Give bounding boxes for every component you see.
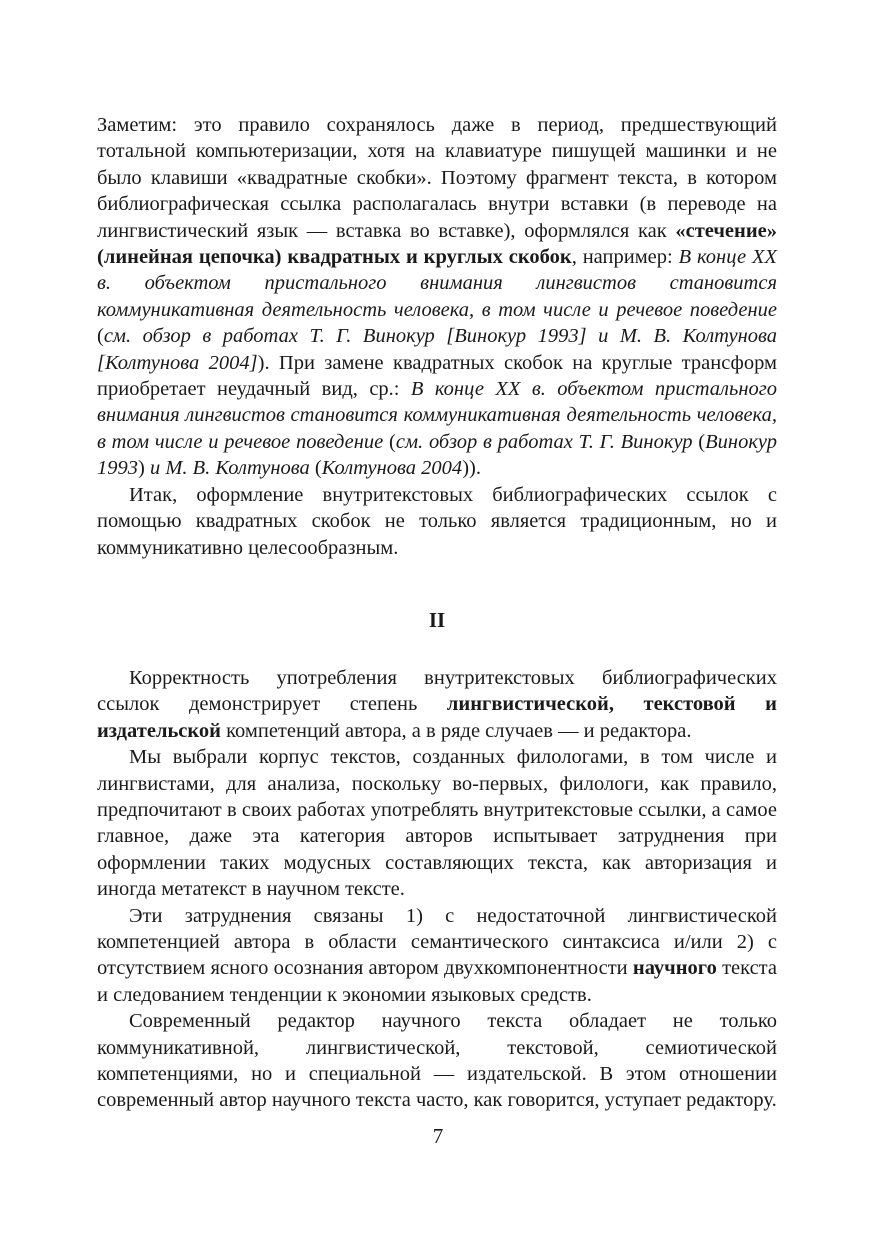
- paragraph-1-text-6: (: [692, 430, 706, 453]
- paragraph-1-italic-5: Винокур 1993: [97, 430, 778, 480]
- paragraph-1-italic-7: Колтунова 2004: [321, 457, 463, 480]
- paragraph-1-italic-2: см. обзор в работах Т. Г. Винокур [Винокур 1993] и М. В. Колтунова [Колтунова 2004]: [97, 325, 777, 374]
- paragraph-1-text-4: ). При замене квадратных скобок на круглые трансформ приобретает неудачный вид, ср.:: [97, 351, 777, 401]
- page-body: [97, 112, 777, 1114]
- page-number: 7: [432, 1124, 444, 1148]
- paragraph-1-italic-6: и М. В. Колтунова: [149, 457, 310, 480]
- paragraph-1-text-9: )).: [462, 457, 481, 480]
- paragraph-3-text-1: Корректность употребления внутритекстовых библиографических ссылок демонстрирует степень: [97, 666, 777, 716]
- paragraph-5-bold-1: научного: [632, 957, 717, 980]
- paragraph-5-text-1: Эти затруднения связаны 1) с недостаточной лингвистической компетенцией автора в области семантического синтаксиса и/или 2) с отсутствием ясного осознания автором двухкомпонентности: [97, 904, 777, 980]
- paragraph-1-text-7: ): [138, 457, 150, 480]
- paragraph-1-text-8: (: [309, 457, 322, 480]
- section-heading: II: [428, 607, 446, 632]
- paragraph-3-bold-1: лингвистической, текстовой и издательской: [97, 693, 777, 742]
- paragraph-5: [97, 903, 777, 1009]
- paragraph-2: Итак, оформление внутритекстовых библиографических ссылок с помощью квадратных скобок не только является традиционным, но и коммуникативно целесообразным.: [97, 483, 777, 559]
- paragraph-1-italic-1: В конце XX в. объектом пристального внимания лингвистов становится коммуникативная деятельность человека, в том числе и речевое поведение: [97, 246, 777, 321]
- paragraph-3: [97, 665, 777, 744]
- paragraph-1-text-5: (: [383, 430, 396, 453]
- paragraph-1-italic-4: см. обзор в работах Т. Г. Винокур: [395, 430, 693, 453]
- paragraph-1-text-2: , например:: [571, 246, 679, 269]
- paragraph-1-text-3: (: [97, 325, 104, 348]
- paragraph-3-text-2: компетенций автора, а в ряде случаев — и редактора.: [220, 719, 692, 742]
- paragraph-1-bold-1: «стечение» (линейная цепочка) квадратных и круглых скобок: [97, 219, 777, 269]
- paragraph-6: Современный редактор научного текста обладает не только коммуникативной, лингвистической, текстовой, семиотической компетенциями, но и специальной — издательской. В этом отношении современный автор научного текста часто, как говорится, уступает редактору.: [97, 1010, 777, 1112]
- paragraph-5-text-2: текста и следованием тенденции к экономии языковых средств.: [97, 957, 777, 1006]
- paragraph-1: [97, 112, 777, 482]
- paragraph-4: Мы выбрали корпус текстов, созданных филологами, в том числе и лингвистами, для анализа, поскольку во-первых, филологи, как правило, предпочитают в своих работах употреблять внутритекстовые ссылки, а самое главное, даже эта категория авторов испытывает затруднения при оформлении таких модусных составляющих текста, как авторизация и иногда метатекст в научном тексте.: [97, 746, 777, 901]
- paragraph-1-text-1: Заметим: это правило сохранялось даже в период, предшествующий тотальной компьютеризации, хотя на клавиатуре пишущей машинки и не было клавиши «квадратные скобки». Поэтому фрагмент текста, в котором библиографическая ссылка располагалась внутри вставки (в переводе на лингвистический язык — вставка во вставке), оформлялся как: [97, 114, 777, 242]
- paragraph-1-italic-3: В конце XX в. объектом пристального внимания лингвистов становится коммуникативная деятельность человека, в том числе и речевое поведение: [97, 378, 777, 453]
